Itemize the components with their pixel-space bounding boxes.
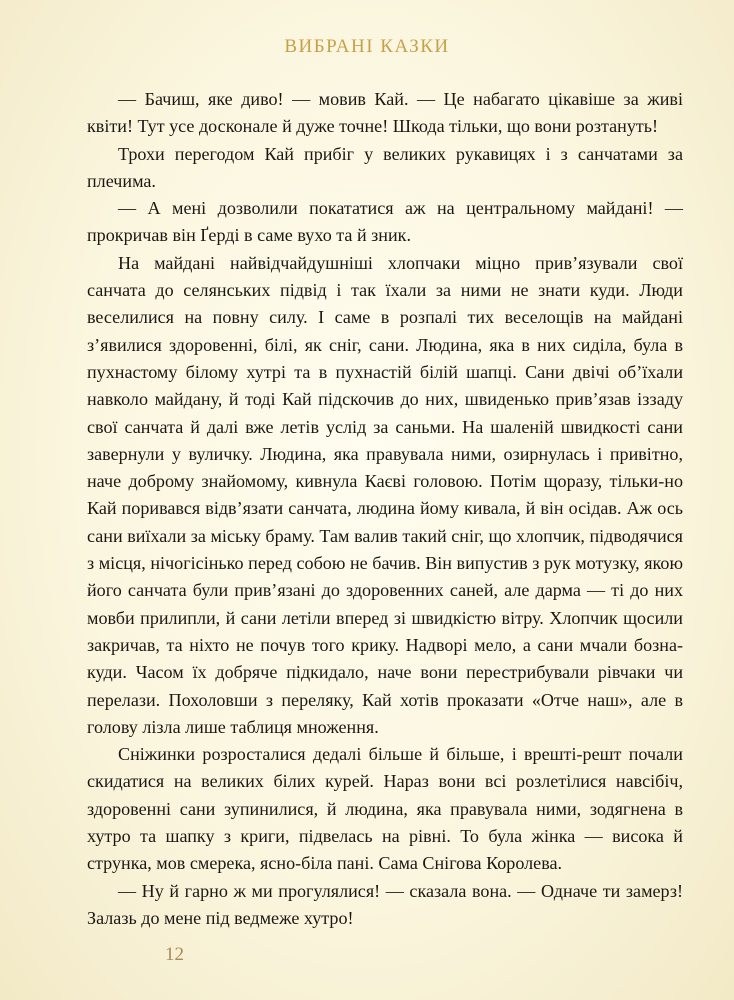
running-title: ВИБРАНІ КАЗКИ [284,36,450,57]
paragraph: — А мені дозволили покататися аж на центральному майдані! — прокричав він Ґерді в саме вухо та й зник. [87,198,683,246]
text-block [87,86,683,932]
page-number: 12 [165,944,184,965]
paragraph: — Бачиш, яке диво! — мовив Кай. — Це набагато цікавіше за живі квіти! Тут усе досконале й дуже точне! Шкода тільки, що вони розтануть! [87,89,683,137]
paragraph: — Ну й гарно ж ми прогулялися! — сказала вона. — Одначе ти замерз! Залазь до мене під ведмеже хутро! [87,880,683,928]
paragraph: Трохи перегодом Кай прибіг у великих рукавицях і з санчатами за плечима. [87,143,683,191]
paragraph: На майдані найвідчайдушніші хлопчаки міцно прив’язували свої санчата до селянських підвід і так їхали за ними не знати куди. Люди веселилися на повну силу. І саме в розпалі тих веселощів на майдані з’явилися здоровенні, білі, як сніг, сани. Людина, яка в них сиділа, була в пухнастому білому хутрі та в пухнастій білій шапці. Сани двічі об’їхали навколо майдану, й тоді Кай підскочив до них, швиденько прив’язав іззаду свої санчата й далі вже летів услід за саньми. На шаленій швидкості сани завернули у вуличку. Людина, яка правувала ними, озирнулась і привітно, наче доброму знайомому, кивнула Каєві головою. Потім щоразу, тільки-но Кай поривався відв’язати санчата, людина йому кивала, й він осідав. Аж ось сани виїхали за міську браму. Там валив такий сніг, що хлопчик, підводячися з місця, нічогісінько перед собою не бачив. Він випустив з рук мотузку, якою його санчата були прив’язані до здоровенних саней, але дарма — ті до них мовби прилипли, й сани летіли вперед зі швидкістю вітру. Хлопчик щосили закричав, та ніхто не почув того крику. Надворі мело, а сани мчали бозна-куди. Часом їх добряче підкидало, наче вони перестрибували рівчаки чи перелази. Похоловши з переляку, Кай хотів проказати «Отче наш», але в голову лізла лише таблиця множення. [87,252,683,737]
paragraph: Сніжинки розросталися дедалі більше й більше, і врешті-решт почали скидатися на великих білих курей. Нараз вони всі розлетілися навсібіч, здоровенні сани зупинилися, й людина, яка правувала ними, зодягнена в хутро та шапку з криги, підвелась на рівні. То була жінка — висока й струнка, мов смерека, ясно-біла пані. Сама Снігова Королева. [87,744,683,874]
